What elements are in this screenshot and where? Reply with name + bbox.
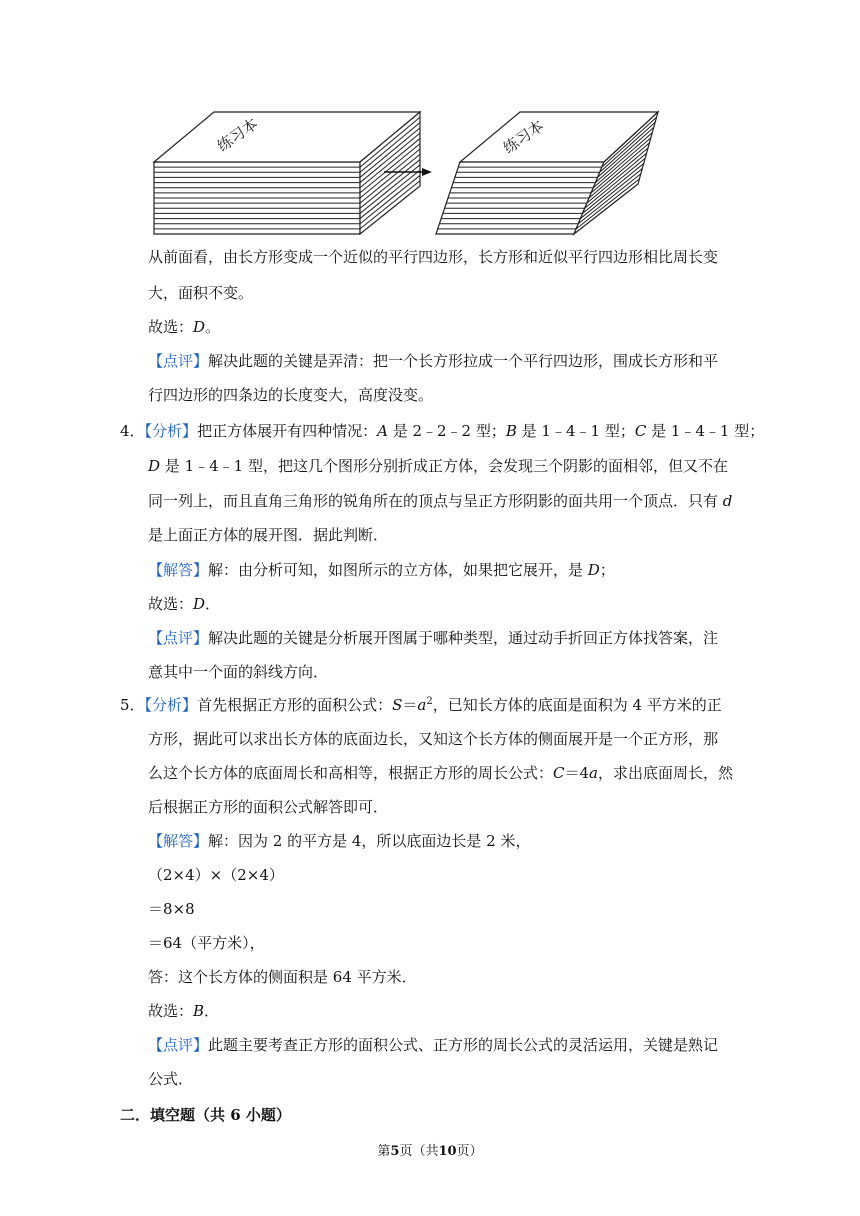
analysis-text: 么这个长方体的底面周长和高相等，根据正方形的周长公式： — [148, 764, 554, 782]
solution-letter: D — [587, 561, 600, 579]
solution-tag: 【解答】 — [148, 561, 209, 579]
equals: ＝4 — [564, 764, 590, 782]
q5-analysis-line2: 方形，据此可以求出长方体的底面边长，又知这个长方体的侧面展开是一个正方形，那 — [148, 730, 719, 748]
parallelogram-book-stack — [436, 112, 658, 234]
q4-analysis-line4: 是上面正方体的展开图．据此判断． — [148, 526, 389, 544]
footer-text: 页（共 — [399, 1144, 439, 1159]
analysis-text: 是 1﹣4﹣1 型，把这几个图形分别折成正方体，会发现三个阴影的面相邻，但又不在 — [160, 457, 728, 475]
q5-calc-line1: （2×4）×（2×4） — [148, 866, 284, 884]
equals: ＝ — [402, 696, 418, 714]
q5-calc-line3: ＝64（平方米）， — [148, 934, 265, 952]
answer-suffix: 。 — [205, 318, 221, 336]
var-c: C — [553, 764, 565, 782]
q5-solution — [148, 830, 860, 852]
answer-letter: D — [193, 595, 206, 613]
footer-text: 页） — [456, 1144, 483, 1159]
analysis-text: 是 1﹣4﹣1 型； — [646, 422, 765, 440]
solution-text: 解：因为 2 的平方是 4，所以底面边长是 2 米， — [208, 832, 531, 850]
option-d-lower: d — [722, 492, 733, 510]
analysis-text: 把正方体展开有四种情况： — [197, 422, 378, 440]
option-d: D — [148, 457, 161, 475]
q5-analysis-line1 — [120, 694, 860, 716]
analysis-text: ，求出底面周长，然 — [598, 764, 734, 782]
analysis-text: ，已知长方体的底面是面积为 4 平方米的正 — [432, 696, 722, 714]
q3-text-line1: 从前面看，由长方形变成一个近似的平行四边形，长方形和近似平行四边形相比周长变 — [148, 248, 719, 266]
analysis-text: 同一列上，而且直角三角形的锐角所在的顶点与呈正方形阴影的面共用一个顶点．只有 — [148, 492, 723, 510]
review-text: 此题主要考查正方形的面积公式、正方形的周长公式的灵活运用，关键是熟记 — [208, 1036, 719, 1054]
book-label-left: 练习本 — [213, 114, 262, 156]
option-c: C — [634, 422, 647, 440]
analysis-tag: 【分析】 — [144, 696, 198, 714]
answer-prefix: 故选： — [148, 318, 194, 336]
q4-answer — [148, 593, 860, 615]
analysis-text: 首先根据正方形的面积公式： — [197, 696, 393, 714]
analysis-tag: 【分析】 — [144, 422, 198, 440]
option-b: B — [505, 422, 517, 440]
exponent: 2 — [426, 696, 433, 707]
review-tag: 【点评】 — [148, 1036, 209, 1054]
answer-letter: D — [193, 318, 206, 336]
q3-review-line1 — [148, 350, 860, 372]
solution-end: ； — [599, 561, 615, 579]
page-number: 5 — [390, 1144, 400, 1159]
question-number: 4． — [120, 422, 145, 440]
q5-analysis-line4: 后根据正方形的面积公式解答即可． — [148, 798, 389, 816]
q4-analysis-line3 — [148, 490, 860, 512]
q5-analysis-line3 — [148, 762, 860, 784]
rectangle-book-stack — [154, 112, 420, 234]
answer-letter: B — [193, 1002, 205, 1020]
solution-text: 解：由分析可知，如图所示的立方体，如果把它展开，是 — [208, 561, 588, 579]
q4-solution — [148, 559, 860, 581]
q5-answer — [148, 1000, 860, 1022]
exercise-books-figure — [140, 100, 680, 240]
q4-analysis-line1 — [120, 420, 860, 442]
q3-answer — [148, 316, 860, 338]
var-s: S — [392, 696, 403, 714]
review-tag: 【点评】 — [148, 352, 209, 370]
total-pages: 10 — [438, 1144, 457, 1159]
q3-text-line2: 大，面积不变。 — [148, 284, 254, 302]
q4-review-line2: 意其中一个面的斜线方向． — [148, 663, 329, 681]
solution-tag: 【解答】 — [148, 832, 209, 850]
answer-prefix: 故选： — [148, 1002, 194, 1020]
question-number: 5． — [120, 696, 145, 714]
analysis-text: 是 1﹣4﹣1 型； — [516, 422, 635, 440]
q4-analysis-line2 — [148, 455, 860, 477]
answer-prefix: 故选： — [148, 595, 194, 613]
q3-review-line2: 行四边形的四条边的长度变大，高度没变。 — [148, 386, 434, 404]
book-label-right: 练习本 — [499, 116, 548, 158]
var-a: a — [589, 764, 598, 782]
analysis-text: 是 2﹣2﹣2 型； — [387, 422, 506, 440]
q5-calc-line2: ＝8×8 — [148, 900, 195, 918]
q4-review-line1 — [148, 627, 860, 649]
answer-suffix: ． — [204, 1002, 220, 1020]
section-heading: 二．填空题（共 6 小题） — [120, 1106, 291, 1124]
q5-reply: 答：这个长方体的侧面积是 64 平方米． — [148, 968, 417, 986]
option-a: A — [377, 422, 388, 440]
var-a: a — [417, 696, 427, 714]
review-tag: 【点评】 — [148, 629, 209, 647]
review-text: 解决此题的关键是分析展开图属于哪种类型，通过动手折回正方体找答案，注 — [208, 629, 719, 647]
answer-suffix: ． — [205, 595, 221, 613]
review-text: 解决此题的关键是弄清：把一个长方形拉成一个平行四边形，围成长方形和平 — [208, 352, 719, 370]
q5-review-line1 — [148, 1034, 860, 1056]
page-footer — [0, 1140, 860, 1159]
q5-review-line2: 公式． — [148, 1070, 194, 1088]
footer-text: 第 — [377, 1144, 391, 1159]
